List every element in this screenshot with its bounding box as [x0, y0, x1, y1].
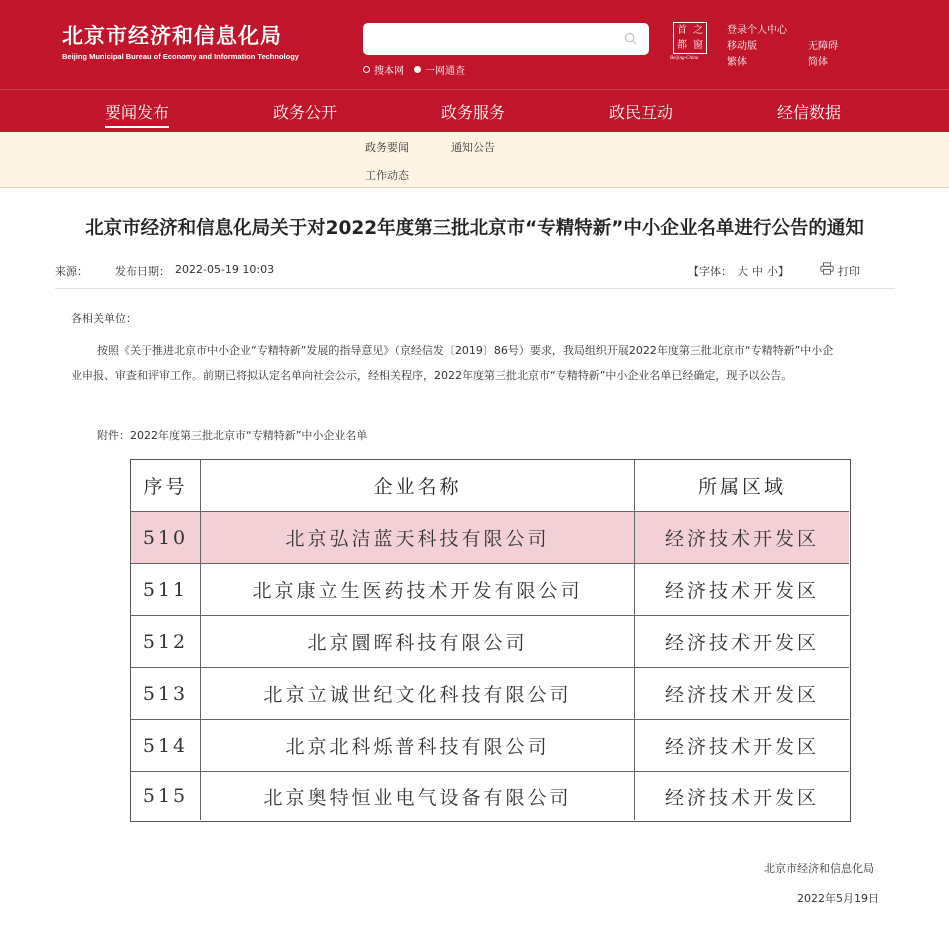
nav-item-interaction[interactable]: 政民互动 [609, 103, 674, 122]
row-district: 经济技术开发区 [664, 736, 819, 758]
table-header-row [131, 460, 849, 512]
table-row [131, 772, 849, 820]
source-label: 来源： [55, 265, 88, 278]
row-company: 北京奥特恒业电气设备有限公司 [201, 772, 635, 820]
table-row [131, 720, 849, 772]
row-district: 经济技术开发区 [664, 528, 819, 550]
row-company: 北京北科烁普科技有限公司 [201, 720, 635, 771]
row-district: 经济技术开发区 [664, 684, 819, 706]
search-option-all[interactable]: 一网通查 [414, 62, 465, 77]
nav-item-services[interactable]: 政务服务 [441, 103, 506, 122]
date-label: 发布日期： [115, 265, 170, 278]
site-logo-title[interactable]: 北京市经济和信息化局 [62, 24, 282, 48]
row-seq: 513 [131, 668, 201, 719]
row-district: 经济技术开发区 [664, 786, 819, 809]
divider [55, 288, 895, 289]
site-header [0, 0, 949, 89]
search-option-site[interactable]: 搜本网 [363, 62, 404, 77]
subnav-item-gov-news[interactable]: 政务要闻 [365, 141, 409, 154]
search-icon[interactable] [624, 32, 637, 45]
capital-window-seal[interactable]: 首 之 都 窗 [673, 22, 707, 54]
row-company: 北京立诚世纪文化科技有限公司 [201, 668, 635, 719]
row-seq: 510 [131, 512, 201, 563]
subnav-item-work-updates[interactable]: 工作动态 [365, 169, 409, 182]
main-nav [0, 89, 949, 132]
font-size-medium[interactable]: 中 [752, 265, 763, 278]
row-seq: 515 [131, 772, 201, 820]
header-seq: 序号 [131, 460, 201, 511]
printer-icon[interactable] [820, 262, 834, 275]
row-district: 经济技术开发区 [664, 580, 819, 602]
header-company: 企业名称 [201, 460, 635, 511]
nav-item-data[interactable]: 经信数据 [777, 103, 842, 122]
signature-org: 北京市经济和信息化局 [764, 862, 874, 875]
subnav-item-notices[interactable]: 通知公告 [451, 141, 495, 154]
font-size-large[interactable]: 大 [737, 265, 748, 278]
table-row [131, 512, 849, 564]
login-link[interactable]: 登录个人中心 [727, 25, 787, 36]
row-seq: 511 [131, 564, 201, 615]
publish-date: 2022-05-19 10:03 [175, 263, 275, 276]
table-row [131, 668, 849, 720]
accessible-link[interactable]: 无障碍 [808, 41, 838, 52]
site-logo-subtitle: Beijing Municipal Bureau of Economy and Information Technology [62, 52, 299, 61]
simplified-link[interactable]: 简体 [808, 57, 828, 68]
table-row [131, 564, 849, 616]
row-district: 经济技术开发区 [664, 632, 819, 654]
seal-caption: Beijing-China [670, 56, 699, 61]
header-district: 所属区域 [697, 476, 786, 498]
row-company: 北京圜晖科技有限公司 [201, 616, 635, 667]
sub-nav [0, 132, 949, 188]
radio-checked-icon [414, 66, 421, 73]
body-paragraph-line2: 业申报、审查和评审工作。前期已将拟认定名单向社会公示，经相关程序，2022年度第三批北京市“专精特新”中小企业名单已经确定，现予以公告。 [71, 369, 793, 382]
mobile-link[interactable]: 移动版 [727, 41, 757, 52]
signature-date: 2022年5月19日 [797, 892, 879, 905]
row-seq: 512 [131, 616, 201, 667]
salutation: 各相关单位： [71, 312, 137, 325]
print-button[interactable]: 打印 [838, 265, 860, 278]
row-company: 北京弘洁蓝天科技有限公司 [201, 512, 635, 563]
table-row [131, 616, 849, 668]
row-company: 北京康立生医药技术开发有限公司 [201, 564, 635, 615]
font-size-label: 【字体： [688, 265, 732, 278]
radio-unchecked-icon [363, 66, 370, 73]
search-input[interactable] [363, 23, 649, 55]
font-size-small[interactable]: 小 [767, 265, 778, 278]
font-size-bracket: 】 [778, 265, 789, 278]
body-paragraph-line1: 按照《关于推进北京市中小企业“专精特新”发展的指导意见》（京经信发〔2019〕86号）要求，我局组织开展2022年度第三批北京市“专精特新”中小企 [97, 344, 834, 357]
nav-item-open-gov[interactable]: 政务公开 [273, 103, 338, 122]
attachment-line: 附件：2022年度第三批北京市“专精特新”中小企业名单 [97, 429, 368, 442]
article-title: 北京市经济和信息化局关于对2022年度第三批北京市“专精特新”中小企业名单进行公告的通知 [85, 218, 864, 239]
traditional-link[interactable]: 繁体 [727, 57, 747, 68]
enterprise-table [130, 459, 851, 822]
row-seq: 514 [131, 720, 201, 771]
nav-item-news[interactable]: 要闻发布 [105, 100, 169, 128]
